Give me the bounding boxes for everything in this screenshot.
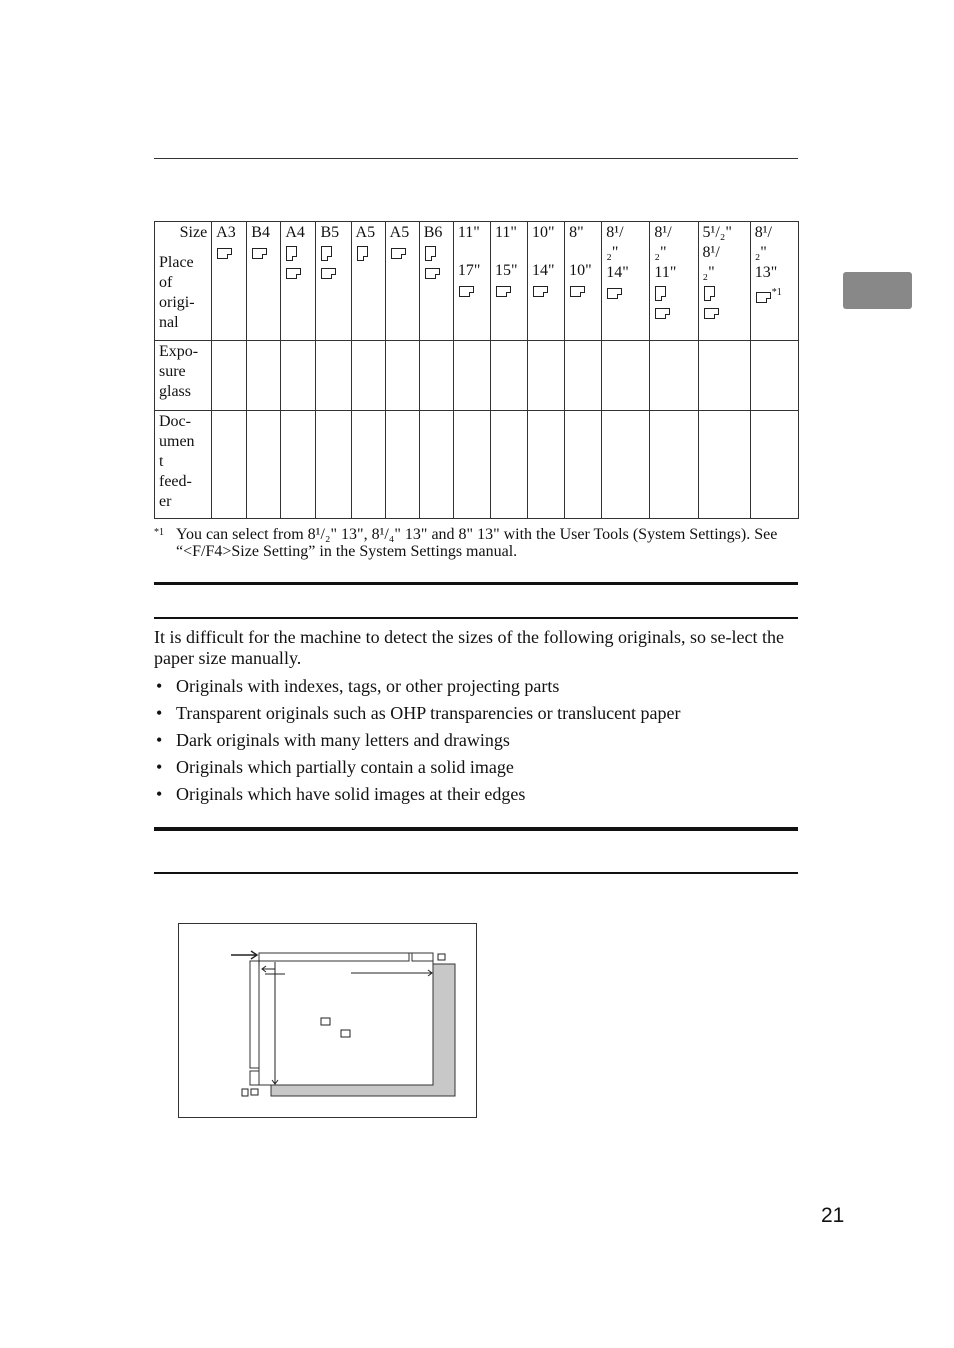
- document-feeder-line: feed-: [159, 473, 192, 490]
- size-column-header: [602, 222, 650, 341]
- size-label-line: A5: [389, 224, 410, 241]
- size-label-line: 15": [494, 262, 518, 279]
- document-feeder-cell: [316, 411, 351, 519]
- document-feeder-cell: [565, 411, 602, 519]
- exposure-glass-line: Expo-: [159, 343, 199, 360]
- size-label-line: ₂": [606, 244, 619, 261]
- header-cell: [155, 222, 212, 341]
- size-column-header: [650, 222, 698, 341]
- document-feeder-cell: [490, 411, 527, 519]
- landscape-orientation-icon: [217, 248, 232, 259]
- document-feeder-line: umen: [159, 433, 195, 450]
- document-feeder-cell: [698, 411, 750, 519]
- landscape-orientation-icon: [704, 308, 719, 319]
- exposure-glass-cell: [453, 341, 490, 411]
- place-of-original-line: origi-: [159, 294, 195, 311]
- portrait-orientation-icon: [321, 246, 332, 261]
- document-feeder-cell: [602, 411, 650, 519]
- place-of-original-line: of: [159, 274, 173, 291]
- orientation-icons: [755, 283, 794, 307]
- size-label-line: 10": [532, 224, 555, 241]
- orientation-icons: [424, 243, 449, 283]
- landscape-orientation-icon: [252, 248, 267, 259]
- orientation-icons: [216, 243, 242, 263]
- orientation-icons: [703, 283, 746, 323]
- size-label-line: 14": [606, 264, 629, 281]
- size-label-line: B6: [423, 224, 443, 241]
- document-feeder-line: t: [159, 453, 164, 470]
- exposure-glass-cell: [698, 341, 750, 411]
- orientation-icons: [320, 243, 346, 283]
- document-feeder-line: er: [159, 493, 172, 510]
- size-label-line: 14": [532, 262, 555, 279]
- portrait-orientation-icon: [704, 286, 715, 301]
- exposure-glass-cell: [385, 341, 419, 411]
- size-label-line: B5: [320, 224, 340, 241]
- orientation-icons: [569, 281, 597, 301]
- document-feeder-cell: [528, 411, 565, 519]
- landscape-orientation-icon: [321, 268, 336, 279]
- bullet-list: [154, 673, 799, 808]
- size-table: [154, 221, 799, 519]
- exposure-glass-cell: [281, 341, 316, 411]
- portrait-orientation-icon: [286, 246, 297, 261]
- size-column-header: [698, 222, 750, 341]
- footnote: [154, 526, 799, 560]
- document-feeder-cell: [419, 411, 453, 519]
- size-column-header: [528, 222, 565, 341]
- size-label-line: ₂": [654, 244, 667, 261]
- document-feeder-cell: [750, 411, 798, 519]
- orientation-icons: [285, 243, 311, 283]
- landscape-orientation-icon: [570, 286, 585, 297]
- diagram-illustration: [179, 924, 476, 1117]
- exposure-glass-cell: [528, 341, 565, 411]
- exposure-glass-cell: [650, 341, 698, 411]
- size-label-line: B4: [251, 224, 270, 241]
- size-label-line: 8": [569, 224, 584, 241]
- exposure-glass-line: glass: [159, 383, 191, 400]
- size-label-line: [532, 243, 560, 261]
- subsection-rule: [154, 617, 798, 619]
- size-label-line: 11": [654, 264, 677, 281]
- bullet-item: • Originals which have solid images at their edges: [154, 781, 799, 808]
- exposure-glass-cell: [419, 341, 453, 411]
- landscape-orientation-icon: [607, 288, 622, 299]
- size-label-line: 8¹/: [606, 224, 624, 241]
- footnote-symbol: *1: [154, 527, 164, 538]
- original-placement-diagram: [178, 923, 477, 1118]
- body-paragraph: It is difficult for the machine to detect the sizes of the following originals, so se-lect the paper size manually.: [154, 627, 784, 668]
- landscape-orientation-icon: [459, 286, 474, 297]
- size-column-header: [281, 222, 316, 341]
- chapter-tab: [843, 272, 912, 309]
- place-of-original-line: Place: [159, 254, 194, 271]
- header-size-label: Size: [179, 224, 208, 241]
- document-feeder-line: Doc-: [159, 413, 191, 430]
- portrait-orientation-icon: [655, 286, 666, 301]
- orientation-icons: [356, 243, 381, 263]
- size-label-line: A3: [216, 224, 236, 241]
- size-column-header: [419, 222, 453, 341]
- place-of-original-line: nal: [159, 314, 179, 331]
- header-place-label: [159, 253, 207, 333]
- exposure-glass-cell: [750, 341, 798, 411]
- exposure-glass-cell: [212, 341, 247, 411]
- orientation-icons: [654, 283, 693, 323]
- subsection-rule-2: [154, 872, 798, 874]
- size-label-line: 8¹/: [754, 224, 772, 241]
- size-label-line: 8¹/: [702, 244, 720, 261]
- size-label-line: 8¹/: [654, 224, 672, 241]
- size-label-line: [495, 243, 523, 261]
- size-label-line: 13": [754, 264, 778, 281]
- size-label-line: 5¹/₂": [702, 224, 732, 241]
- page-number: 21: [821, 1204, 845, 1227]
- document-feeder-cell: [650, 411, 698, 519]
- size-label-line: 17": [457, 262, 481, 279]
- size-column-header: [316, 222, 351, 341]
- document-feeder-cell: [453, 411, 490, 519]
- exposure-glass-cell: [316, 341, 351, 411]
- footnote-reference: *1: [771, 287, 782, 298]
- landscape-orientation-icon: [496, 286, 511, 297]
- exposure-glass-cell: [490, 341, 527, 411]
- size-column-header: [565, 222, 602, 341]
- orientation-icons: [495, 281, 523, 301]
- landscape-orientation-icon: [756, 292, 771, 303]
- size-label-line: A4: [285, 224, 305, 241]
- document-feeder-cell: [281, 411, 316, 519]
- exposure-glass-line: sure: [159, 363, 186, 380]
- exposure-glass-cell: [351, 341, 385, 411]
- landscape-orientation-icon: [655, 308, 670, 319]
- bullet-item: • Dark originals with many letters and drawings: [154, 727, 799, 754]
- size-label-line: 11": [457, 224, 480, 241]
- size-label-line: ₂": [754, 244, 767, 261]
- footnote-text: You can select from 8¹/₂" 13", 8¹/₄" 13" and 8" 13" with the User Tools (System Settings). See “<F/F4>Size Setting” in the System Settings manual.: [176, 526, 778, 560]
- size-column-header: [750, 222, 798, 341]
- size-label-line: [569, 243, 597, 261]
- size-column-header: [453, 222, 490, 341]
- size-label-line: 10": [569, 262, 592, 279]
- size-label-line: ₂": [702, 264, 715, 281]
- size-label-line: A5: [355, 224, 376, 241]
- landscape-orientation-icon: [286, 268, 301, 279]
- section-rule: [154, 582, 798, 585]
- orientation-icons: [251, 243, 276, 263]
- exposure-glass-cell: [602, 341, 650, 411]
- size-label-line: 11": [494, 224, 517, 241]
- orientation-icons: [532, 281, 560, 301]
- row-label-exposure-glass: [155, 341, 212, 411]
- portrait-orientation-icon: [425, 246, 436, 261]
- size-column-header: [490, 222, 527, 341]
- row-label-document-feeder: [155, 411, 212, 519]
- document-feeder-cell: [212, 411, 247, 519]
- landscape-orientation-icon: [425, 268, 440, 279]
- size-label-line: [458, 243, 486, 261]
- size-column-header: [385, 222, 419, 341]
- document-feeder-cell: [247, 411, 281, 519]
- orientation-icons: [458, 281, 486, 301]
- exposure-glass-cell: [565, 341, 602, 411]
- portrait-orientation-icon: [357, 246, 368, 261]
- orientation-icons: [390, 243, 415, 263]
- exposure-glass-cell: [247, 341, 281, 411]
- size-column-header: [247, 222, 281, 341]
- landscape-orientation-icon: [533, 286, 548, 297]
- bullet-item: • Originals which partially contain a solid image: [154, 754, 799, 781]
- document-feeder-cell: [385, 411, 419, 519]
- orientation-icons: [606, 283, 645, 303]
- section-rule-2: [154, 827, 798, 831]
- bullet-item: • Transparent originals such as OHP transparencies or translucent paper: [154, 700, 799, 727]
- size-column-header: [351, 222, 385, 341]
- bullet-item: • Originals with indexes, tags, or other projecting parts: [154, 673, 799, 700]
- document-feeder-cell: [351, 411, 385, 519]
- landscape-orientation-icon: [391, 248, 406, 259]
- size-column-header: [212, 222, 247, 341]
- header-rule: [154, 158, 798, 159]
